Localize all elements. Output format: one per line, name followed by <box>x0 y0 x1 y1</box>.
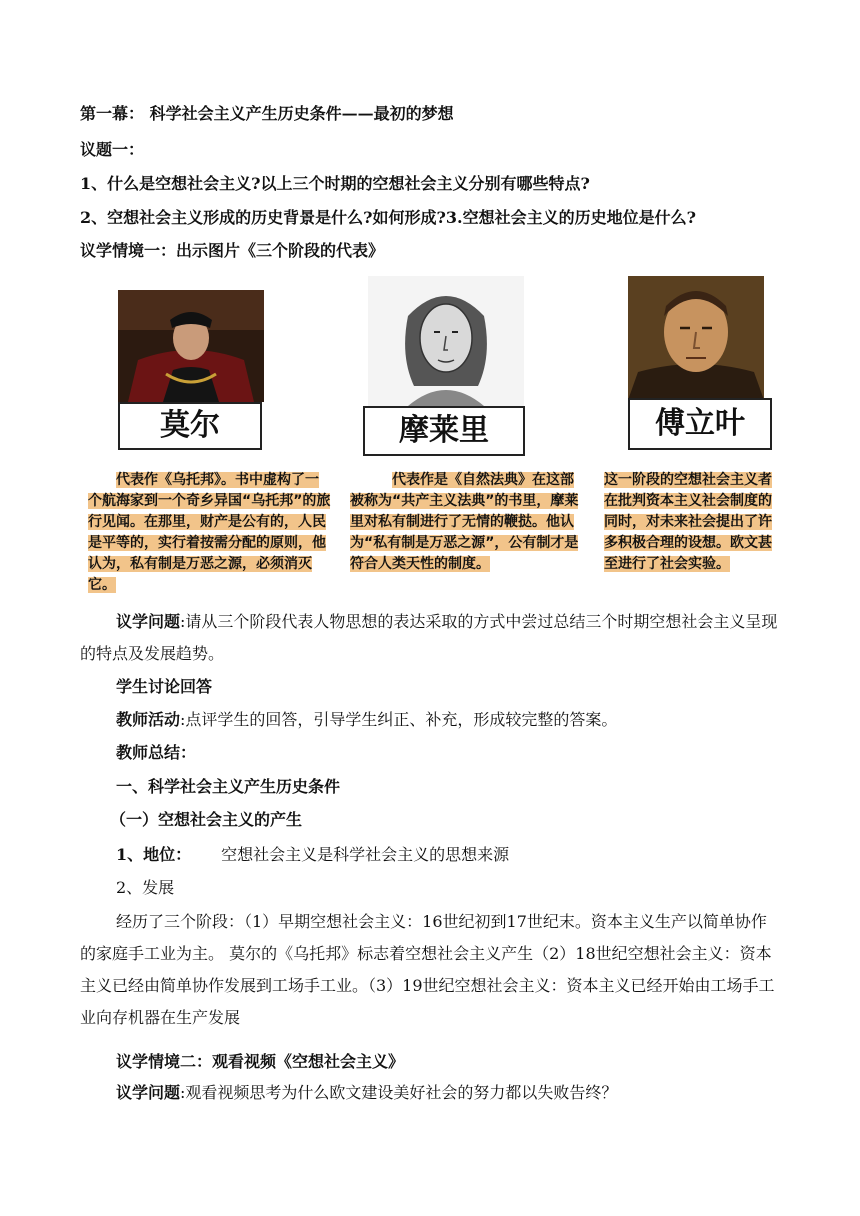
development-text: 经历了三个阶段：（1）早期空想社会主义：16世纪初到17世纪末。资本主义生产以简单协作的家庭手工业为主。 莫尔的《乌托邦》标志着空想社会主义产生（2）18世纪空想社会主义：资本主义已经由简单协作发展到工场手工业。（3）19世纪空想社会主义：资本主义已经开始由工场手工业向存机器在生产发展 <box>80 912 775 1027</box>
teacher-activity <box>116 710 617 730</box>
act-heading: 第一幕： 科学社会主义产生历史条件——最初的梦想 <box>80 104 454 123</box>
portrait-more <box>118 290 264 402</box>
inquiry-1-label: 议学问题 <box>116 612 181 631</box>
topic-label: 议题一： <box>80 140 145 159</box>
caption-fourier-text: 这一阶段的空想社会主义者在批判资本主义社会制度的同时，对未来社会提出了许多积极合理的设想。欧文甚至进行了社会实验。 <box>604 472 772 572</box>
caption-morelly <box>350 470 586 575</box>
student-discussion: 学生讨论回答 <box>116 677 213 696</box>
caption-more <box>88 470 332 596</box>
status-line <box>116 845 509 865</box>
scenario-2-text: 议学情境二：观看视频《空想社会主义》 <box>116 1052 405 1071</box>
name-label-morelly: 摩莱里 <box>363 406 525 456</box>
inquiry-2-label: 议学问题 <box>116 1083 181 1102</box>
development-label: 2、发展 <box>116 878 175 897</box>
status-label: 1、地位： <box>116 845 192 864</box>
scenario-2 <box>116 1052 404 1072</box>
development-paragraph <box>80 906 780 1034</box>
teacher-activity-label: 教师活动 <box>116 710 181 729</box>
teacher-activity-text: :点评学生的回答，引导学生纠正、补充，形成较完整的答案。 <box>180 710 618 729</box>
section-1-heading: 一、科学社会主义产生历史条件 <box>116 777 341 796</box>
subsection-1-heading: （一）空想社会主义的产生 <box>110 810 303 829</box>
name-label-more: 莫尔 <box>118 402 262 450</box>
name-label-fourier: 傅立叶 <box>628 398 772 450</box>
inquiry-2 <box>116 1083 617 1103</box>
teacher-summary: 教师总结： <box>116 743 197 762</box>
caption-fourier <box>604 470 784 575</box>
caption-morelly-text: 代表作是《自然法典》在这部被称为“共产主义法典”的书里，摩莱里对私有制进行了无情的鞭挞。他认为“私有制是万恶之源”，公有制才是符合人类天性的制度。 <box>350 472 579 572</box>
caption-more-text: 代表作《乌托邦》。书中虚构了一个航海家到一个奇乡异国“乌托邦”的旅行见闻。在那里，财产是公有的，人民是平等的，实行着按需分配的原则，他认为，私有制是万恶之源，必须消灭它。 <box>88 472 331 593</box>
portrait-fourier <box>628 276 764 400</box>
portrait-morelly <box>368 276 524 406</box>
question-1: 1、什么是空想社会主义?以上三个时期的空想社会主义分别有哪些特点? <box>80 174 590 193</box>
question-2: 2、空想社会主义形成的历史背景是什么?如何形成?3.空想社会主义的历史地位是什么? <box>80 208 696 227</box>
inquiry-1-text: :请从三个阶段代表人物思想的表达采取的方式中尝过总结三个时期空想社会主义呈现的特点及发展趋势。 <box>80 612 778 663</box>
inquiry-1-paragraph <box>80 606 780 670</box>
status-text: 空想社会主义是科学社会主义的思想来源 <box>221 845 510 864</box>
inquiry-2-text: :观看视频思考为什么欧文建设美好社会的努力都以失败告终？ <box>180 1083 618 1102</box>
scenario-1: 议学情境一：出示图片《三个阶段的代表》 <box>80 241 385 260</box>
